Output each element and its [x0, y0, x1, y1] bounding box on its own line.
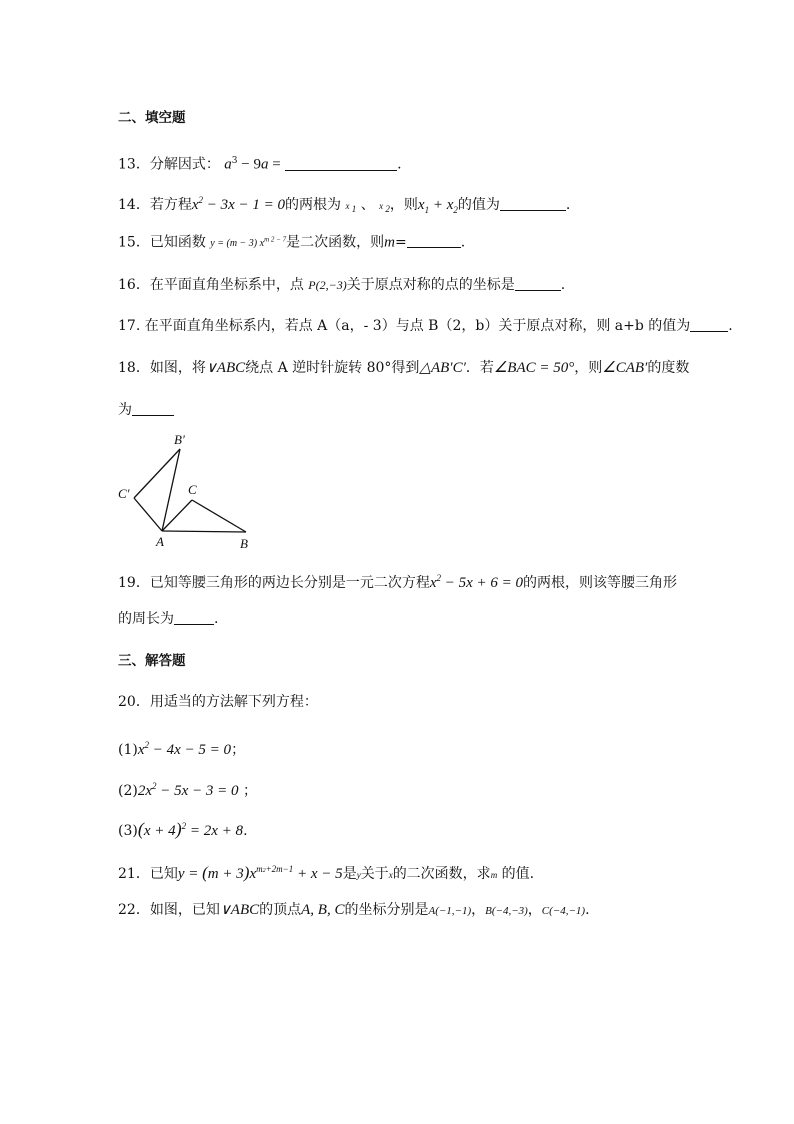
- q14-text4: 的值为: [457, 197, 500, 213]
- segment-c-prime-a: [134, 498, 162, 531]
- q21-var-m: m: [490, 870, 498, 880]
- question-16: [118, 275, 565, 295]
- q13-minus-nine: − 9: [237, 156, 261, 173]
- q15-text2: 是二次函数，则: [286, 234, 385, 251]
- q13-number: 13．: [118, 156, 150, 173]
- q14-x1: x $_1$: [345, 201, 357, 214]
- q18-triangle-rotated: △AB′C′: [419, 360, 466, 376]
- question-20-part2: [118, 776, 257, 801]
- question-17: [118, 316, 733, 336]
- section-title-fill-blank: 二、填空题: [118, 110, 186, 126]
- q19-text2: 的两根，则该等腰三角形: [523, 575, 678, 591]
- q15-period: .: [460, 234, 466, 251]
- q16-period: .: [560, 277, 566, 293]
- q22-text2: 的顶点: [259, 902, 302, 918]
- label-b-prime: B′: [174, 432, 185, 447]
- question-20: [118, 692, 318, 712]
- q21-number: 21．: [118, 866, 150, 882]
- q18-text4: ，则: [574, 360, 603, 376]
- q17-answer-blank[interactable]: [690, 317, 728, 332]
- q19-period: .: [214, 611, 219, 627]
- q18-number: 18．: [118, 360, 150, 376]
- q21-function: $y = (m + 3)x^{m2+2m-1} + x - 5$: [177, 863, 343, 882]
- q21-text1: 已知: [149, 866, 178, 882]
- q20-number: 20．: [118, 694, 150, 710]
- q14-equation: $x^2 - 3x - 1 = 0$: [191, 195, 286, 213]
- q15-function: y = (m − 3) $x^{m 2 - 7}$: [210, 236, 287, 250]
- q14-text2: 的两根为: [285, 197, 342, 213]
- q13-period: .: [397, 156, 402, 173]
- q21-text4: 的二次函数，求: [392, 866, 491, 882]
- q21-text3: 关于: [360, 866, 389, 882]
- q13-answer-blank[interactable]: [285, 156, 397, 171]
- label-b: B: [240, 536, 248, 551]
- q19-line2-text: 的周长为: [118, 611, 174, 627]
- q20-part1-equation: $x^2 - 4x - 5 = 0$: [137, 740, 232, 758]
- q22-period: .: [585, 902, 590, 918]
- q16-point: P(2,−3): [308, 278, 347, 292]
- q18-text5: 的度数: [647, 360, 690, 376]
- q15-text1: 已知函数: [149, 234, 206, 251]
- q16-text2: 关于原点对称的点的坐标是: [346, 277, 515, 293]
- q20-part3-label: (3): [118, 823, 138, 839]
- q16-text1: 在平面直角坐标系中，点: [149, 277, 304, 293]
- q14-x2: x $_2$: [379, 201, 390, 214]
- q20-part2-tail: ；: [238, 783, 258, 799]
- q22-point-c: C(−4,−1): [541, 905, 586, 917]
- q22-points: A, B, C: [301, 902, 345, 918]
- q18-line2-text: 为: [118, 402, 132, 418]
- q18-text3: ．若: [465, 360, 494, 376]
- q13-text: 分解因式：: [149, 156, 220, 173]
- q13-var-a2: a: [260, 156, 269, 173]
- q19-text1: 已知等腰三角形的两边长分别是一元二次方程: [149, 575, 430, 591]
- q15-var-m: m: [384, 234, 395, 251]
- question-20-part1: [118, 735, 245, 760]
- q22-point-b: B(−4,−3): [485, 905, 528, 917]
- q15-answer-blank[interactable]: [407, 233, 461, 248]
- question-22: 22．如图，已知∨ABC的顶点A, B, C的坐标分别是A(−1,−1)，B(−4,−3)，C(−4,−1).: [118, 902, 590, 918]
- q18-text2: 绕点 A 逆时针旋转 80°得到: [245, 360, 420, 376]
- question-13: 13．分解因式： $a^3 - 9a$ = .: [118, 156, 402, 173]
- segment-ab-prime: [162, 449, 180, 531]
- q21-text2: 是: [342, 866, 357, 882]
- segment-cb: [192, 500, 246, 532]
- q20-part3-equation: $(x + 4)^2 = 2x + 8$: [137, 819, 244, 839]
- label-a: A: [156, 534, 164, 549]
- q16-number: 16．: [118, 277, 150, 293]
- q22-text3: 的坐标分别是: [344, 902, 429, 918]
- q16-answer-blank[interactable]: [515, 276, 561, 291]
- q19-number: 19．: [118, 575, 150, 591]
- q18-text1: 如图，将: [149, 360, 206, 376]
- question-19-line2: [118, 609, 218, 629]
- q22-text1: 如图，已知: [149, 902, 220, 918]
- q22-triangle: ∨ABC: [219, 902, 260, 918]
- q20-part2-label: (2): [118, 783, 138, 799]
- question-15: [118, 230, 465, 254]
- q18-triangle-abc: ∨ABC: [205, 360, 246, 376]
- question-19: [118, 568, 677, 593]
- q14-sum: $x_1 + x_2$: [417, 197, 458, 215]
- question-20-part3: [118, 816, 248, 841]
- q21-text5: 的值.: [497, 866, 535, 882]
- q20-part3-tail: .: [243, 823, 248, 839]
- q20-text: 用适当的方法解下列方程：: [149, 694, 318, 710]
- segment-ab: [162, 531, 246, 532]
- section-title-answer: 三、解答题: [118, 653, 186, 669]
- q15-equals: =: [394, 234, 407, 251]
- q14-answer-blank[interactable]: [500, 196, 566, 211]
- rotation-figure: [112, 428, 272, 553]
- q14-text3: ，则: [389, 197, 418, 213]
- q19-equation: $x^2 - 5x + 6 = 0$: [429, 573, 524, 591]
- segment-b-prime-c-prime: [134, 449, 180, 498]
- q21-var-y: y: [356, 870, 361, 880]
- q18-answer-blank[interactable]: [132, 401, 174, 416]
- q22-number: 22．: [118, 902, 150, 918]
- q20-part1-tail: ；: [231, 742, 246, 758]
- question-14: 14．若方程$x^2 - 3x - 1 = 0$的两根为 x $_1$ 、 x $_2$，则$x_1 + x_2$的值为 .: [118, 195, 571, 215]
- q21-var-x: x: [388, 870, 393, 880]
- q22-point-a: A(−1,−1): [428, 905, 472, 917]
- q17-text: 17. 在平面直角坐标系内，若点 A（a，- 3）与点 B（2，b）关于原点对称，则 a+b 的值为: [118, 318, 691, 334]
- question-18: [118, 358, 689, 378]
- question-18-line2: [118, 400, 174, 420]
- q17-period: .: [728, 318, 733, 334]
- q19-answer-blank[interactable]: [174, 610, 214, 625]
- q20-part2-equation: $2x^2 - 5x - 3 = 0$: [137, 781, 239, 799]
- q14-number: 14．: [118, 197, 150, 213]
- q15-number: 15．: [118, 234, 150, 251]
- segment-ac: [162, 500, 192, 531]
- q14-text1: 若方程: [149, 197, 192, 213]
- label-c: C: [188, 482, 197, 497]
- q14-period: .: [565, 197, 571, 213]
- q13-equals: =: [268, 156, 281, 173]
- label-c-prime: C′: [118, 486, 130, 501]
- q18-angle-cab: ∠CAB′: [602, 360, 648, 376]
- q13-var-a: a: [224, 156, 232, 173]
- q18-angle-bac: ∠BAC = 50°: [493, 360, 575, 376]
- q20-part1-label: (1): [118, 742, 138, 758]
- question-21: [118, 859, 534, 885]
